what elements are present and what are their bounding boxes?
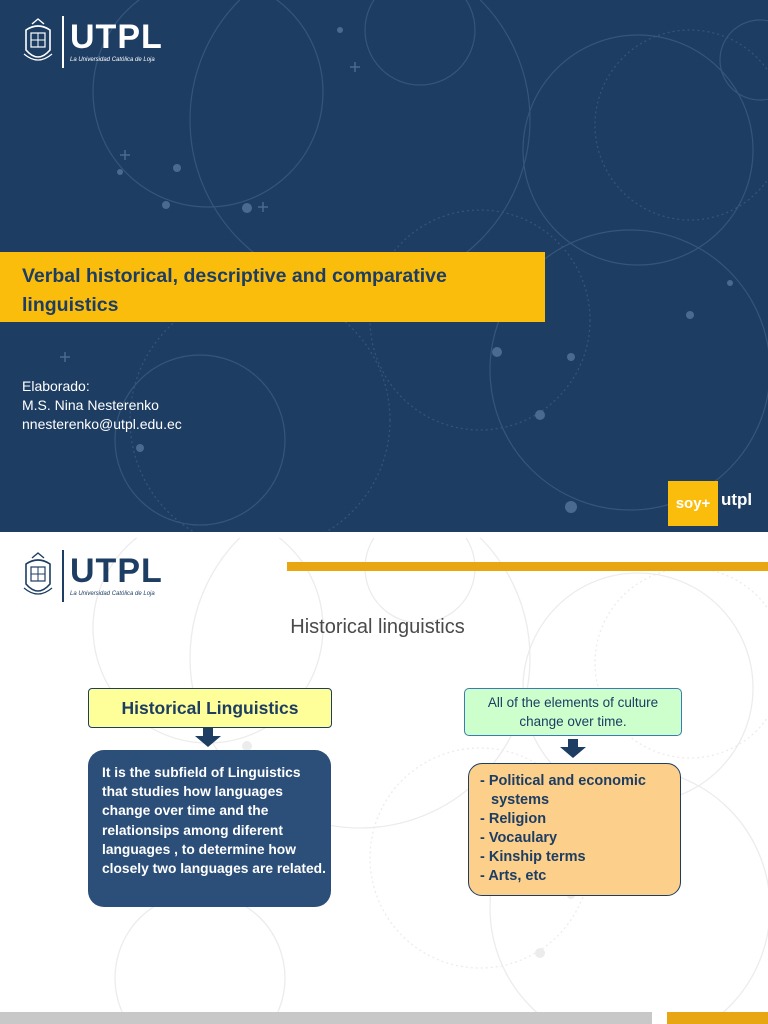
header-gold-line xyxy=(287,562,768,571)
footer-gold-bar xyxy=(667,1012,768,1024)
definition-text: It is the subfield of Linguistics that studies how languages change over time and the relationsips among diferent languages , to determine how closely two languages are related. xyxy=(102,765,326,877)
slide-title: Historical linguistics xyxy=(290,616,465,638)
university-crest-icon xyxy=(22,16,54,68)
logo-subtitle: La Universidad Católica de Loja xyxy=(70,57,155,63)
down-arrow-icon xyxy=(559,739,587,759)
logo-divider xyxy=(62,16,64,68)
logo-subtitle: La Universidad Católica de Loja xyxy=(70,591,155,597)
culture-change-box xyxy=(464,688,682,736)
down-arrow-icon xyxy=(194,728,222,748)
university-crest-icon xyxy=(22,550,54,602)
footer-grey-bar xyxy=(0,1012,652,1024)
utpl-logo[interactable] xyxy=(22,16,163,68)
presentation-title: Verbal historical, descriptive and comparative linguistics xyxy=(22,265,447,316)
logo-text: UTPL xyxy=(70,552,163,590)
utpl-tag: utpl xyxy=(721,490,753,509)
content-slide xyxy=(0,538,768,1024)
culture-change-text: All of the elements of culture change over time. xyxy=(487,695,659,729)
list-item: - Political and economic systems xyxy=(480,773,646,808)
culture-elements-list xyxy=(480,772,675,886)
list-item: - Religion xyxy=(480,811,547,827)
author-email[interactable]: nnesterenko@utpl.edu.ec xyxy=(22,416,182,432)
list-item: - Kinship terms xyxy=(480,849,586,865)
historical-linguistics-heading: Historical Linguistics xyxy=(88,688,332,728)
logo-text: UTPL xyxy=(70,18,163,56)
list-item: - Arts, etc xyxy=(480,868,547,884)
soy-badge: soy+ xyxy=(668,481,718,526)
utpl-logo[interactable] xyxy=(22,550,163,602)
list-item: - Vocaulary xyxy=(480,830,558,846)
author-name: M.S. Nina Nesterenko xyxy=(22,397,159,413)
author-label: Elaborado: xyxy=(22,378,90,394)
author-block xyxy=(22,377,182,434)
logo-divider xyxy=(62,550,64,602)
